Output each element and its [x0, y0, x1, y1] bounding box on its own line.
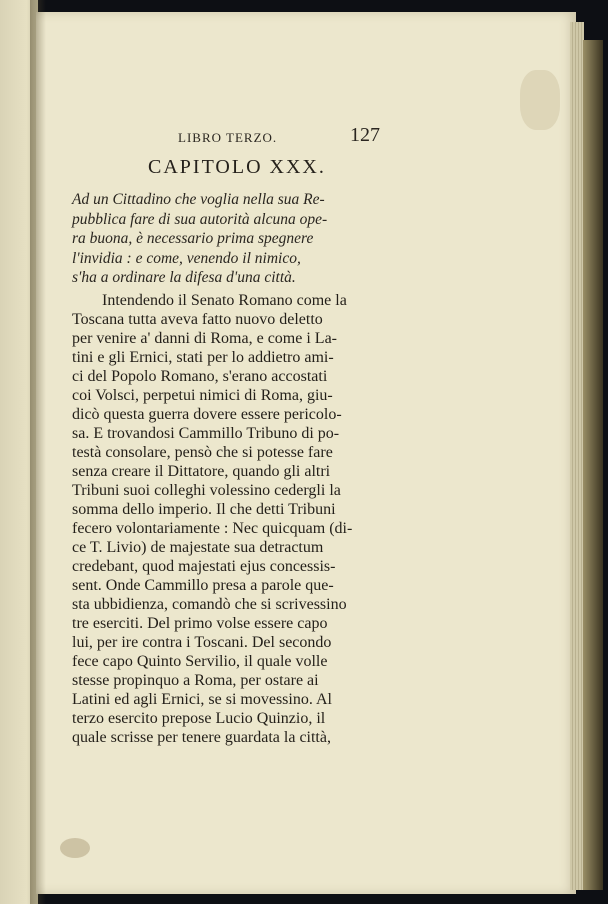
body-line: Intendendo il Senato Romano come la — [102, 292, 347, 309]
summary-line: s'ha a ordinare la difesa d'una città. — [72, 269, 296, 286]
chapter-title: CAPITOLO XXX. — [148, 156, 326, 178]
body-line: ce T. Livio) de majestate sua detractum — [72, 539, 324, 556]
summary-line: Ad un Cittadino che voglia nella sua Re- — [72, 191, 325, 208]
body-line: senza creare il Dittatore, quando gli altri — [72, 463, 331, 480]
summary-line: ra buona, è necessario prima spegnere — [72, 230, 314, 247]
page-edges — [570, 22, 584, 890]
chapter-summary — [72, 190, 390, 288]
paper-stain — [60, 838, 90, 858]
body-line: Latini ed agli Ernici, se si movessino. Al — [72, 691, 332, 708]
paper-smudge — [520, 70, 560, 130]
running-title: LIBRO TERZO. — [178, 130, 278, 145]
body-line: stesse propinquo a Roma, per ostare ai — [72, 672, 319, 689]
body-line: sta ubbidienza, comandò che si scrivessino — [72, 596, 347, 613]
summary-line: pubblica fare di sua autorità alcuna ope- — [72, 210, 328, 228]
body-line: quale scrisse per tenere guardata la città, — [72, 729, 331, 746]
body-line: credebant, quod majestati ejus concessis- — [72, 558, 336, 575]
body-line: fecero volontariamente : Nec quicquam (di- — [72, 520, 353, 537]
book-cover-edge — [583, 40, 603, 890]
spine-shadow — [30, 0, 46, 904]
body-line: testà consolare, pensò che si potesse fare — [72, 444, 333, 461]
body-line: sa. E trovandosi Cammillo Tribuno di po- — [72, 425, 340, 442]
page-number: 127 — [350, 124, 380, 146]
body-line: coi Volsci, perpetui nimici di Roma, giu- — [72, 387, 333, 404]
body-line: lui, per ire contra i Toscani. Del secondo — [72, 634, 332, 651]
body-line: dicò questa guerra dovere essere pericolo- — [72, 406, 342, 423]
body-line: sent. Onde Cammillo presa a parole que- — [72, 577, 334, 594]
body-line: Tribuni suoi colleghi volessino cedergli la — [72, 482, 341, 499]
body-line: per venire a' danni di Roma, e come i La- — [72, 330, 337, 347]
body-line: terzo esercito prepose Lucio Quinzio, il — [72, 710, 326, 727]
body-paragraph — [72, 291, 392, 747]
body-line: somma dello imperio. Il che detti Tribuni — [72, 501, 336, 518]
body-line: fece capo Quinto Servilio, il quale volle — [72, 653, 328, 670]
summary-line: l'invidia : e come, venendo il nimico, — [72, 249, 301, 267]
body-line: Toscana tutta aveva fatto nuovo deletto — [72, 311, 323, 328]
body-line: ci del Popolo Romano, s'erano accostati — [72, 368, 328, 385]
body-line: tre eserciti. Del primo volse essere capo — [72, 615, 328, 632]
body-line: tini e gli Ernici, stati per lo addietro ami- — [72, 349, 334, 366]
